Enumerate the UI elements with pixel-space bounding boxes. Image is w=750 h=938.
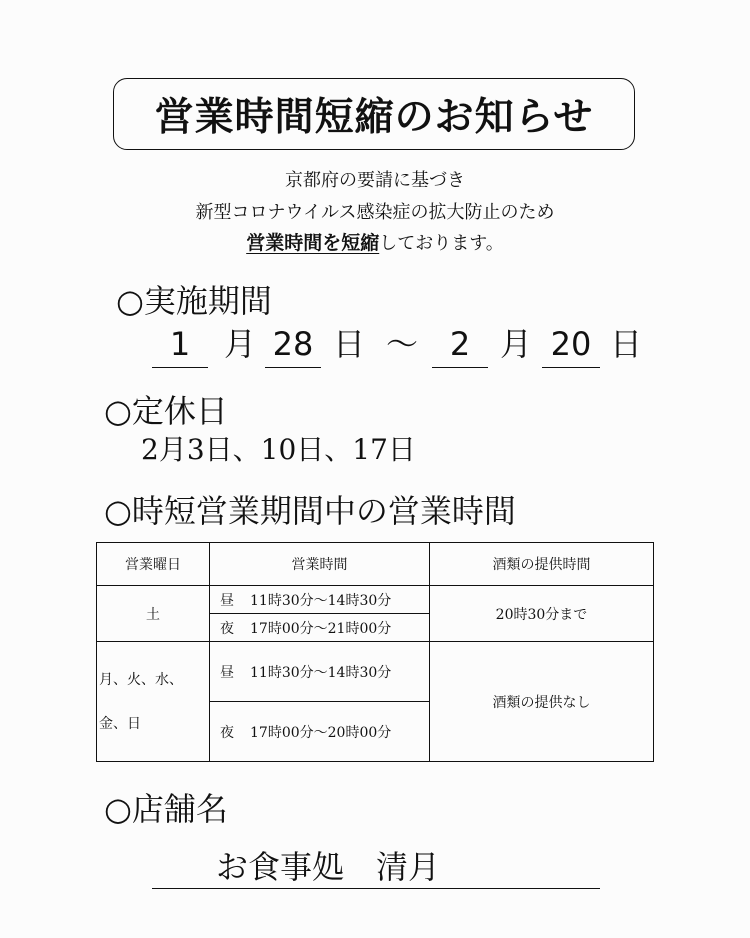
table-row [97, 642, 654, 702]
row2-days-line1: 月、火、水、 [99, 671, 183, 688]
row2-days-line2: 金、日 [99, 715, 141, 732]
intro-emphasis: 営業時間を短縮 [246, 232, 380, 254]
row1-slot-day [210, 586, 430, 614]
start-month: 1 [152, 325, 208, 368]
row2-alcohol: 酒類の提供なし [430, 642, 654, 762]
start-day: 28 [265, 325, 321, 368]
business-hours-table [96, 542, 654, 762]
intro-line-3 [0, 228, 750, 255]
slot-time: 17時00分～20時00分 [250, 724, 392, 741]
row1-days: 土 [97, 586, 210, 642]
day-unit-1: 日 [333, 325, 366, 363]
table-header-row [97, 543, 654, 586]
month-unit-1: 月 [224, 325, 257, 363]
shop-name-underline [152, 888, 600, 889]
row1-alcohol: 20時30分まで [430, 586, 654, 642]
row2-slot-night [210, 702, 430, 762]
row1-slot-night [210, 614, 430, 642]
header-hours: 営業時間 [210, 543, 430, 586]
row2-slot-day [210, 642, 430, 702]
month-unit-2: 月 [500, 325, 533, 363]
holiday-dates: 2月3日、10日、17日 [141, 433, 416, 466]
slot-label: 夜 [220, 620, 234, 637]
notice-title: 営業時間短縮のお知らせ [113, 78, 635, 150]
slot-label: 昼 [220, 664, 234, 681]
slot-label: 昼 [220, 592, 234, 609]
header-alcohol: 酒類の提供時間 [430, 543, 654, 586]
table-row [97, 586, 654, 614]
end-day: 20 [542, 325, 600, 368]
end-month: 2 [432, 325, 488, 368]
shop-heading: ○店舗名 [104, 790, 228, 828]
row2-days [97, 642, 210, 762]
slot-time: 11時30分～14時30分 [250, 592, 392, 609]
hours-heading: ○時短営業期間中の営業時間 [104, 492, 516, 530]
period-heading: ○実施期間 [116, 282, 272, 320]
slot-time: 17時00分～21時00分 [250, 620, 392, 637]
slot-time: 11時30分～14時30分 [250, 664, 392, 681]
intro-line-3-rest: しております。 [379, 233, 504, 254]
intro-line-2: 新型コロナウイルス感染症の拡大防止のため [195, 202, 555, 223]
slot-label: 夜 [220, 724, 234, 741]
holiday-heading: ○定休日 [104, 392, 228, 430]
day-unit-2: 日 [610, 325, 643, 363]
header-days: 営業曜日 [97, 543, 210, 586]
shop-name: お食事処 清月 [216, 848, 441, 886]
intro-line-1: 京都府の要請に基づき [285, 170, 465, 191]
period-tilde: ～ [386, 325, 419, 363]
